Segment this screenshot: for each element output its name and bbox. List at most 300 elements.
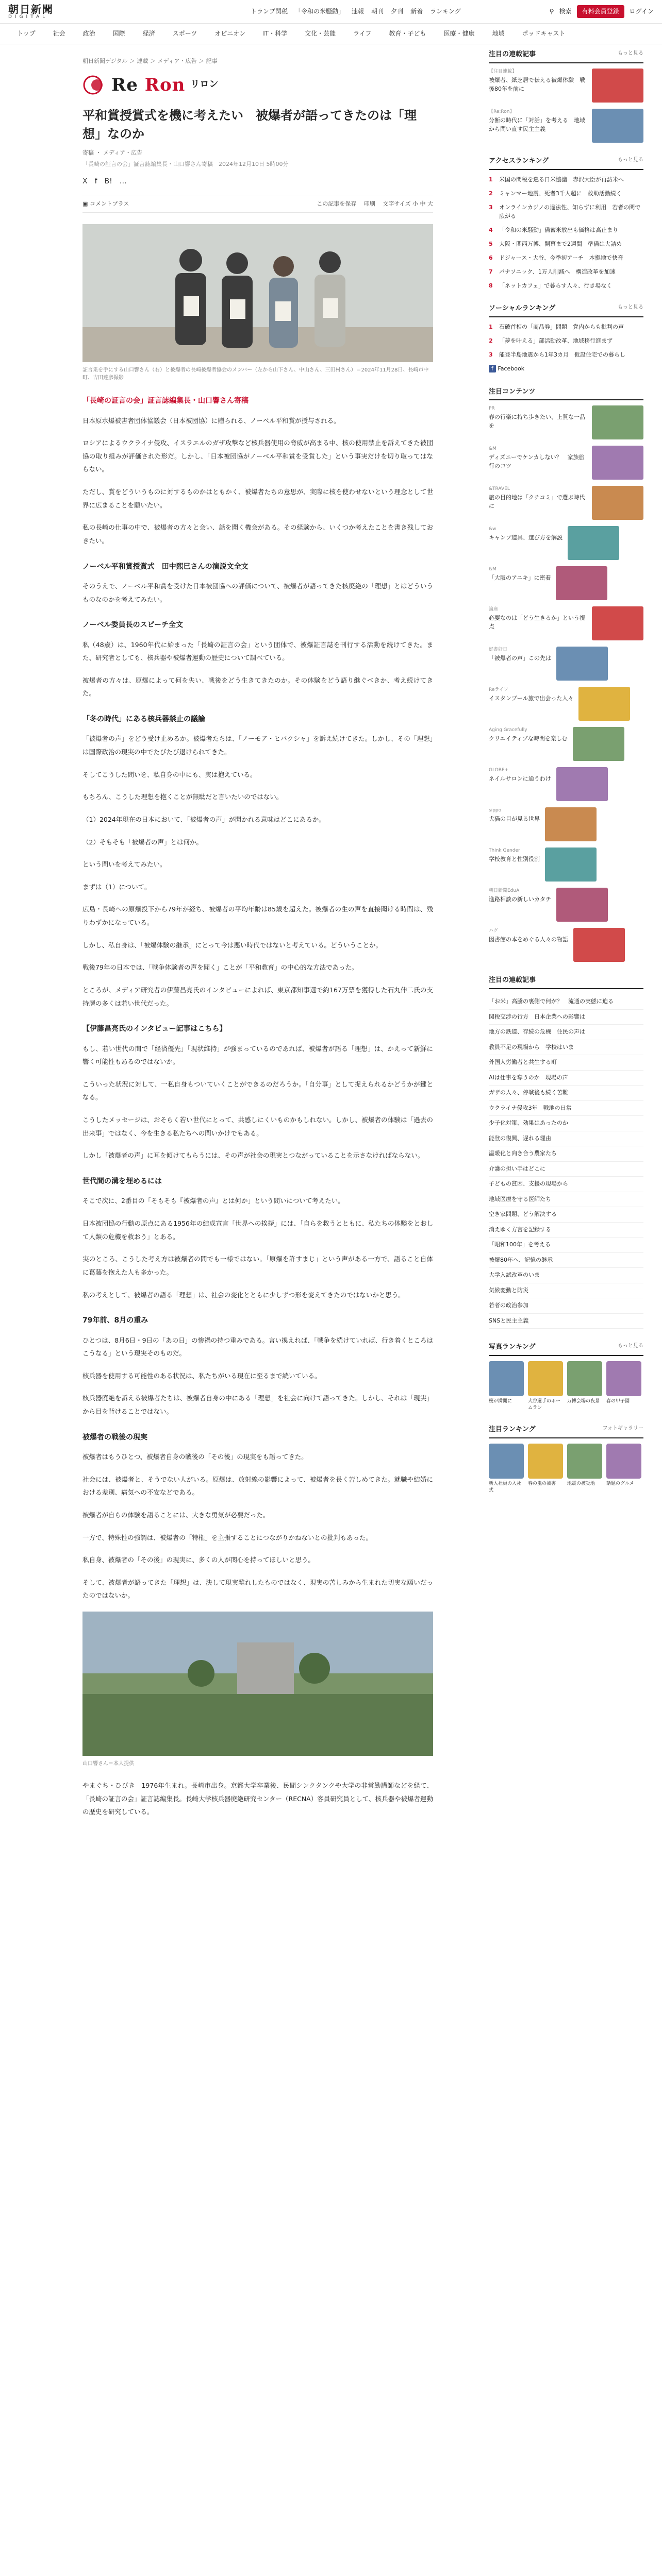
- ranking-item[interactable]: [489, 240, 643, 248]
- content-card-tag: &M: [489, 567, 496, 572]
- ranking-title: アクセスランキング: [489, 157, 549, 165]
- paragraph: （1）2024年現在の日本において、「被爆者の声」が聞かれる意味はどこにあるか。: [82, 815, 325, 823]
- serial-section: [489, 975, 643, 1329]
- serial-list-item[interactable]: 被爆80年へ、記憶の継承: [489, 1253, 643, 1268]
- focus-text: [489, 109, 587, 133]
- share-icon[interactable]: X: [82, 177, 88, 186]
- ranking-text: 「令和の米騒動」備蓄米放出も価格は高止まり: [499, 226, 618, 233]
- article-column: [82, 49, 433, 1828]
- category-nav-item[interactable]: トップ: [17, 29, 36, 37]
- section-heading: 「冬の時代」にある核兵器禁止の議論: [82, 715, 205, 724]
- content-card-thumb: [556, 566, 607, 600]
- focus-more-link[interactable]: もっと見る: [618, 50, 643, 56]
- section-heading: ノーベル委員長のスピーチ全文: [82, 621, 184, 630]
- logo-main-text: 朝日新聞: [8, 3, 54, 15]
- category-nav-item[interactable]: オピニオン: [214, 29, 246, 37]
- content-card-text: [489, 647, 551, 663]
- content-card-tag: Think Gender: [489, 848, 520, 854]
- subscribe-button[interactable]: 有料会員登録: [577, 5, 624, 18]
- top-bar: [0, 0, 662, 24]
- banner-sub: リロン: [190, 79, 219, 90]
- article-toolbar: [82, 195, 433, 213]
- photo-ranking: [489, 1342, 643, 1411]
- article-title: 平和賞授賞式を機に考えたい 被爆者が語ってきたのは「理想」なのか: [82, 108, 417, 141]
- ranking-item[interactable]: [489, 253, 643, 262]
- content-card-title: 図書館の本をめぐる人々の物語: [489, 936, 568, 943]
- paragraph: 日本被団協の行動の原点にある1956年の結成宣言「世界への挨拶」には、「自らを救うとともに、私たちの体験をとおして人類の危機を救おう」とある。: [82, 1219, 433, 1241]
- share-icon[interactable]: B!: [104, 177, 112, 186]
- article-meta: 「長崎の証言の会」証言誌編集長・山口響さん寄稿 2024年12月10日 5時00分: [82, 160, 289, 167]
- serial-list-item[interactable]: 大学入試改革のいま: [489, 1268, 643, 1283]
- content-card[interactable]: [489, 928, 643, 962]
- ranking-item[interactable]: [489, 281, 643, 290]
- top-nav: [251, 7, 461, 16]
- photo-rank-item[interactable]: [567, 1444, 602, 1494]
- ranking-item[interactable]: [489, 203, 643, 221]
- banner-brand: [111, 71, 185, 99]
- content-card[interactable]: [489, 606, 643, 640]
- content-card[interactable]: [489, 405, 643, 439]
- ranking-number: 6: [489, 254, 493, 261]
- focus-section: [489, 49, 643, 143]
- category-nav: [0, 24, 662, 44]
- content-card-title: ネイルサロンに通うわけ: [489, 775, 551, 783]
- category-nav-item[interactable]: 地域: [492, 29, 505, 37]
- focus-text: [489, 69, 587, 93]
- social-header: [489, 303, 643, 317]
- serial-list-item[interactable]: 子どもの貧困、支援の現場から: [489, 1177, 643, 1192]
- serial-list-item[interactable]: 教員不足の現場から 学校はいま: [489, 1040, 643, 1056]
- serial-list-item[interactable]: AIは仕事を奪うのか 現場の声: [489, 1071, 643, 1086]
- serial-list-item[interactable]: ウクライナ侵攻3年 戦地の日常: [489, 1101, 643, 1116]
- content-card[interactable]: [489, 807, 643, 841]
- photo-rank-text: 桜が満開に: [489, 1398, 512, 1404]
- content-title: 注目コンテンツ: [489, 387, 536, 396]
- focus-label: 分断の時代に「対話」を考える 地域から問い直す民主主義: [489, 116, 585, 132]
- section-heading: 79年前、8月の重み: [82, 1316, 148, 1325]
- focus-item[interactable]: [489, 109, 643, 143]
- paragraph: ところが、メディア研究者の伊藤昌亮氏のインタビューによれば、東京都知事選で約167万票を獲得した石丸伸二氏の支持層の多くは若い世代だった。: [82, 986, 433, 1007]
- content-card-tag: GLOBE+: [489, 768, 509, 773]
- ranking-number: 3: [489, 351, 493, 358]
- paragraph: 私自身、被爆者の「その後」の現実に、多くの人が関心を持ってほしいと思う。: [82, 1556, 315, 1564]
- ranking-item[interactable]: [489, 226, 643, 234]
- serial-list-item[interactable]: 温暖化と向き合う農家たち: [489, 1146, 643, 1162]
- serial-list-item[interactable]: 介護の担い手はどこに: [489, 1162, 643, 1177]
- reron-logo-icon: [82, 75, 106, 95]
- ranking-item[interactable]: [489, 189, 643, 198]
- content-card-thumb: [592, 405, 643, 439]
- content-card-text: [489, 848, 540, 863]
- content-card-tag: PR: [489, 406, 495, 412]
- content-card-text: [489, 446, 587, 470]
- content-card-text: [489, 405, 587, 430]
- header-actions: [550, 5, 654, 18]
- focus-item[interactable]: [489, 69, 643, 103]
- photo-rank-thumb: [489, 1361, 524, 1396]
- top-nav-item[interactable]: 夕刊: [391, 7, 404, 15]
- ranking-text: パナソニック、1万人削減へ 構造改革を加速: [499, 268, 616, 275]
- content-card[interactable]: [489, 446, 643, 480]
- paragraph: 被爆者はもうひとつ、被爆者自身の戦後の「その後」の現実をも語ってきた。: [82, 1453, 308, 1461]
- ranking-item[interactable]: [489, 323, 643, 331]
- author-photo: [82, 1612, 433, 1756]
- serial-list-item[interactable]: 少子化対策、効果はあったのか: [489, 1116, 643, 1131]
- content-card-text: [489, 807, 540, 823]
- photo-ranking-row: [489, 1361, 643, 1411]
- paragraph: （2）そもそも「被爆者の声」とは何か。: [82, 838, 203, 846]
- breadcrumb: 朝日新聞デジタル ＞ 連載 ＞ メディア・広告 ＞ 記事: [82, 58, 218, 64]
- ranking-number: 2: [489, 190, 493, 197]
- ranking-text: ミャンマー地震、死者3千人超に 救助活動続く: [499, 190, 622, 197]
- photo-gallery: [489, 1425, 643, 1494]
- paragraph: もちろん、こうした理想を抱くことが無駄だと言いたいのではない。: [82, 793, 283, 801]
- paragraph: 社会には、被爆者と、そうでない人がいる。原爆は、放射線の影響によって、被爆者を長く苦しめてきた。就職や結婚における差別、病気への不安などである。: [82, 1475, 433, 1497]
- content-card[interactable]: [489, 526, 643, 560]
- lead-photo-art: [82, 224, 433, 362]
- content-card-title: 春の行楽に持ち歩きたい、上質な一品を: [489, 414, 585, 430]
- site-logo[interactable]: [8, 4, 65, 20]
- serial-title: 注目の連載記事: [489, 976, 536, 985]
- reron-banner[interactable]: [82, 71, 433, 99]
- paragraph: 一方で、特殊性の強調は、被爆者の「特権」を主張することにつながりかねないとの批判もあった。: [82, 1533, 372, 1541]
- photo-rank-thumb: [489, 1444, 524, 1479]
- content-card-thumb: [578, 687, 630, 721]
- author-photo-art: [82, 1612, 433, 1756]
- content-card-thumb: [556, 767, 608, 801]
- paragraph: 私の長崎の仕事の中で、被爆者の方々と会い、話を聞く機会がある。その経験から、いくつか考えたことを書き残しておきたい。: [82, 523, 433, 545]
- share-icons: [82, 176, 433, 187]
- serial-list: [489, 994, 643, 1329]
- login-link[interactable]: ログイン: [629, 7, 654, 15]
- paragraph: そして、被爆者が語ってきた「理想」は、決して現実離れしたものではなく、現実の苦しみから生まれた切実な願いだったのではないか。: [82, 1578, 433, 1600]
- photo-rank-item[interactable]: [528, 1361, 563, 1411]
- ranking-number: 3: [489, 204, 493, 211]
- section-heading: 【伊藤昌亮氏のインタビュー記事はこちら】: [82, 1025, 227, 1033]
- banner-brand-re: Re: [111, 74, 138, 95]
- author-bio-wrap: [82, 1779, 433, 1819]
- content-card[interactable]: [489, 888, 643, 922]
- top-nav-item[interactable]: 「令和の米騒動」: [295, 7, 345, 15]
- photo-rank-thumb: [528, 1444, 563, 1479]
- content-card[interactable]: [489, 848, 643, 882]
- facebook-label: Facebook: [498, 365, 525, 372]
- paragraph: そしてこうした問いを、私自身の中にも、実は抱えている。: [82, 770, 257, 778]
- content-card-tag: Aging Gracefully: [489, 727, 527, 733]
- content-card-text: [489, 526, 562, 542]
- photo-rank-item[interactable]: [528, 1444, 563, 1494]
- top-nav-item[interactable]: 速報: [352, 7, 365, 15]
- ranking-list: [489, 175, 643, 290]
- photo-caption: 証言集を手にする山口響さん（右）と被爆者の長崎被爆者協会のメンバー（左から山下さん、中山さん、三田村さん）＝2024年11月28日、長崎市中町、吉田達彦撮影: [82, 367, 429, 381]
- ranking-text: 大阪・関西万博、開幕まで2週間 準備は大詰め: [499, 240, 622, 247]
- content-card[interactable]: [489, 486, 643, 520]
- content-section: [489, 387, 643, 962]
- serial-list-item[interactable]: 地域医療を守る医師たち: [489, 1192, 643, 1208]
- photo-rank-text: 新入社員の入社式: [489, 1481, 522, 1493]
- section-heading: ノーベル平和賞授賞式 田中熙巳さんの演説文全文: [82, 562, 249, 571]
- content-card-text: [489, 486, 587, 511]
- photo-rank-item[interactable]: [606, 1444, 641, 1494]
- paragraph: 広島・長崎への原爆投下から79年が経ち、被爆者の平均年齢は85歳を超えた。被爆者の生の声を直接聞ける時間は、残りわずかになっている。: [82, 905, 433, 927]
- content-card-title: 進路相談の新しいカタチ: [489, 896, 551, 903]
- content-card-title: 「大阪のアニキ」に密着: [489, 574, 551, 582]
- article-body: [82, 395, 433, 1602]
- content-card-tag: &TRAVEL: [489, 486, 510, 492]
- facebook-follow[interactable]: [489, 364, 643, 374]
- ranking-text: オンラインカジノの違法性、知らずに利用 若者の間で広がる: [499, 204, 641, 219]
- ranking-number: 8: [489, 282, 493, 289]
- serial-header: [489, 975, 643, 989]
- category-nav-item[interactable]: 政治: [82, 29, 95, 37]
- section-heading: 「長崎の証言の会」証言誌編集長・山口響さん寄稿: [82, 397, 249, 405]
- photo-rank-text: 春の嵐の被害: [528, 1481, 556, 1486]
- content-card-tag: 論座: [489, 607, 499, 613]
- content-card-text: [489, 767, 551, 783]
- content-card-title: 学校教育と性別役割: [489, 856, 540, 863]
- serial-list-item[interactable]: 地方の鉄道、存続の危機 住民の声は: [489, 1025, 643, 1040]
- ranking-number: 1: [489, 176, 493, 183]
- paragraph: こうしたメッセージは、おそらく若い世代にとって、共感しにくいものかもしれない。しかし、被爆者の体験は「過去の出来事」ではなく、今を生きる私たちへの問いかけでもある。: [82, 1116, 433, 1137]
- photo-gallery-row: [489, 1444, 643, 1494]
- ranking-number: 4: [489, 226, 493, 233]
- ranking-item[interactable]: [489, 175, 643, 184]
- content-card-title: 「被爆者の声」この先は: [489, 655, 551, 662]
- serial-list-item[interactable]: 若者の政治参加: [489, 1298, 643, 1314]
- content-card-tag: &M: [489, 446, 496, 452]
- content-card-thumb: [573, 928, 625, 962]
- serial-list-item[interactable]: 能登の復興、遅れる理由: [489, 1131, 643, 1147]
- ranking-header: [489, 156, 643, 170]
- photo-gallery-more[interactable]: フォトギャラリー: [602, 1426, 643, 1432]
- ranking-number: 2: [489, 337, 493, 344]
- photo-rank-item[interactable]: [606, 1361, 641, 1411]
- paragraph: そこで次に、2番目の「そもそも『被爆者の声』とは何か」という問いについて考えたい。: [82, 1197, 344, 1205]
- photo-rank-item[interactable]: [489, 1361, 524, 1411]
- content-card[interactable]: [489, 566, 643, 600]
- focus-tag: 【Re:Ron】: [489, 109, 515, 114]
- content-card-thumb: [556, 647, 608, 681]
- serial-list-item[interactable]: 外国人労働者と共生する町: [489, 1055, 643, 1071]
- category-nav-item[interactable]: ライフ: [353, 29, 372, 37]
- focus-thumb: [592, 69, 643, 103]
- content-card-title: クリエイティブな時間を楽しむ: [489, 735, 568, 742]
- top-nav-item[interactable]: トランプ関税: [251, 7, 288, 15]
- content-card-thumb: [545, 807, 597, 841]
- serial-list-item[interactable]: 「昭和100年」を考える: [489, 1238, 643, 1253]
- ranking-more-link[interactable]: もっと見る: [618, 157, 643, 163]
- content-card-thumb: [592, 446, 643, 480]
- content-card[interactable]: [489, 767, 643, 801]
- content-cards: [489, 405, 643, 962]
- photo-rank-text: 話題のグルメ: [606, 1481, 634, 1486]
- social-title: ソーシャルランキング: [489, 304, 556, 313]
- content-card-text: [489, 606, 587, 631]
- paragraph: 被爆者が自らの体験を語ることには、大きな勇気が必要だった。: [82, 1511, 270, 1519]
- byline: 寄稿 ・ メディア・広告: [82, 149, 143, 156]
- top-nav-item[interactable]: 朝刊: [371, 7, 384, 15]
- paragraph: ただし、賞をどういうものに対するものかはともかく、被爆者たちの意思が、実際に核を使わせないという理念として世界に広まることを願いたい。: [82, 488, 433, 509]
- top-nav-item[interactable]: 新着: [410, 7, 423, 15]
- content-card-tag: 好書好日: [489, 647, 508, 653]
- focus-title: 注目の連載記事: [489, 50, 536, 58]
- content-card-text: [489, 727, 568, 743]
- ranking-number: 5: [489, 240, 493, 247]
- access-ranking: [489, 156, 643, 290]
- paragraph: しかし、私自身は、「被爆体験の継承」にとって今は悪い時代ではないと考えている。どういうことか。: [82, 941, 383, 949]
- ranking-text: 能登半島地震から1年3カ月 仮設住宅での暮らし: [499, 351, 625, 358]
- focus-tag: 【注目連載】: [489, 69, 517, 74]
- category-nav-item[interactable]: 国際: [112, 29, 125, 37]
- social-list: [489, 323, 643, 359]
- photo-rank-item[interactable]: [489, 1444, 524, 1494]
- serial-list-item[interactable]: 関税交渉の行方 日本企業への影響は: [489, 1010, 643, 1025]
- ranking-item[interactable]: [489, 336, 643, 345]
- content-card[interactable]: [489, 647, 643, 681]
- content-card-title: 必要なのは「どう生きるか」という視点: [489, 615, 585, 631]
- content-card-text: [489, 566, 551, 582]
- category-nav-item[interactable]: ポッドキャスト: [522, 29, 566, 37]
- serial-list-item[interactable]: 気候変動と防災: [489, 1283, 643, 1299]
- toolbar-right[interactable]: この記事を保存 印刷 文字サイズ 小 中 大: [317, 200, 433, 207]
- serial-list-item[interactable]: 「お米」高騰の裏側で何が？ 流通の実態に迫る: [489, 994, 643, 1010]
- category-nav-item[interactable]: IT・科学: [263, 29, 288, 37]
- paragraph: 戦後79年の日本では、「戦争体験者の声を聞く」ことが「平和教育」の中心的な方法であった。: [82, 963, 358, 972]
- content-card-title: キャンプ道具、選び方を解説: [489, 534, 562, 541]
- content-card-tag: Reライフ: [489, 687, 508, 693]
- content-card-tag: sippo: [489, 808, 502, 814]
- photo-rank-thumb: [567, 1361, 602, 1396]
- social-more-link[interactable]: もっと見る: [618, 304, 643, 311]
- paragraph: そのうえで、ノーベル平和賞を受けた日本被団協への評価について、被爆者が語ってきた核廃絶の「理想」とはどういうものなのかを考えてみたい。: [82, 582, 433, 603]
- photo-gallery-header: [489, 1425, 643, 1438]
- logo-sub-text: DIGITAL: [8, 14, 48, 20]
- content-card[interactable]: [489, 687, 643, 721]
- paragraph: ロシアによるウクライナ侵攻、イスラエルのガザ攻撃など核兵器使用の脅威が高まる中、核の使用禁止を訴えてきた被団協の取り組みが評価された形だ。しかし、「日本被団協がノーベル平和賞を受賞した」という事実だけを切り取ってはならない。: [82, 439, 433, 473]
- category-nav-item[interactable]: スポーツ: [172, 29, 197, 37]
- paragraph: 核兵器廃絶を訴える被爆者たちは、被爆者自身の中にある「理想」を社会に向けて語ってきた。しかし、それは「現実」から目を背けることではない。: [82, 1394, 433, 1416]
- paragraph: まずは（1）について。: [82, 883, 151, 891]
- paragraph: 私の考えとして、被爆者の語る「理想」は、社会の変化とともに少しずつ形を変えてきたのではないかと思う。: [82, 1291, 405, 1299]
- section-heading: 世代間の溝を埋めるには: [82, 1177, 162, 1185]
- content-card-text: [489, 687, 573, 703]
- paragraph: 日本原水爆被害者団体協議会（日本被団協）に贈られる、ノーベル平和賞が授与される。: [82, 416, 340, 425]
- comment-plus-button[interactable]: ▣ コメントプラス: [82, 200, 129, 207]
- content-card-thumb: [556, 888, 608, 922]
- paragraph: 実のところ、こうした考え方は被爆者の間でも一様ではない。「原爆を許すまじ」という声がある一方で、語ること自体に葛藤を抱えた人も多かった。: [82, 1255, 433, 1276]
- paragraph: 「被爆者の声」をどう受け止めるか。被爆者たちは、「ノーモア・ヒバクシャ」を訴え続けてきた。しかし、その「理想」は国際政治の現実の中でたびたび退けられてきた。: [82, 735, 433, 756]
- focus-thumb: [592, 109, 643, 143]
- comment-plus-label: コメントプラス: [89, 200, 129, 207]
- ranking-text: 「ネットカフェ」で暮らす人々、行き場なく: [499, 282, 613, 289]
- ranking-number: 7: [489, 268, 493, 275]
- content-card-thumb: [592, 606, 643, 640]
- photo-rank-thumb: [606, 1444, 641, 1479]
- photo-ranking-more[interactable]: もっと見る: [618, 1343, 643, 1349]
- search-icon[interactable]: ⚲: [549, 7, 554, 15]
- author-caption: 山口響さん＝本人提供: [82, 1761, 134, 1767]
- search-link[interactable]: 検索: [559, 7, 572, 15]
- social-ranking: [489, 303, 643, 374]
- photo-ranking-title: 写真ランキング: [489, 1343, 536, 1351]
- content-card-tag: 朝日新聞EduA: [489, 888, 520, 894]
- banner-brand-ron: Ron: [144, 74, 186, 95]
- facebook-icon: f: [489, 365, 496, 372]
- author-bio: やまぐち・ひびき 1976年生まれ。長崎市出身。京都大学卒業後、民間シンクタンクや大学の非常勤講師などを経て、「長崎の証言の会」証言誌編集長。長崎大学核兵器廃絶研究センター（RECNA）客員研究員として、核兵器や被爆者運動の歴史を研究している。: [82, 1782, 433, 1816]
- serial-list-item[interactable]: SNSと民主主義: [489, 1314, 643, 1329]
- section-heading: 被爆者の戦後の現実: [82, 1433, 147, 1442]
- focus-list: [489, 69, 643, 143]
- photo-rank-text: 地震の被災地: [567, 1481, 595, 1486]
- photo-ranking-header: [489, 1342, 643, 1356]
- paragraph: ひとつは、8月6日・9日の「あの日」の惨禍の持つ重みである。言い換えれば、「戦争を続けていれば、行き着くところはこうなる」という現実そのものだ。: [82, 1336, 433, 1358]
- sidebar: [489, 49, 643, 1507]
- paragraph: 核兵器を使用する可能性のある状況は、私たちがいる現在に至るまで続いている。: [82, 1371, 321, 1380]
- paragraph: しかし「被爆者の声」に耳を傾けてもらうには、その声が社会の現実とつながっていることを示さなければならない。: [82, 1151, 424, 1160]
- photo-rank-thumb: [567, 1444, 602, 1479]
- ranking-text: 米国の関税を巡る日米協議 赤沢大臣が再訪米へ: [499, 176, 624, 183]
- content-card-tag: &w: [489, 527, 496, 532]
- content-card-thumb: [592, 486, 643, 520]
- content-card-text: [489, 928, 568, 944]
- ranking-number: 1: [489, 323, 493, 330]
- paragraph: という問いを考えてみたい。: [82, 860, 167, 869]
- serial-list-item[interactable]: ガザの人々、停戦後も続く苦難: [489, 1086, 643, 1101]
- category-nav-item[interactable]: 教育・子ども: [389, 29, 426, 37]
- paragraph: こういった状況に対して、一私自身もついていくことができるのだろうか。「自分事」として捉えられるかどうかが鍵となる。: [82, 1080, 433, 1101]
- ranking-item[interactable]: [489, 350, 643, 359]
- content-card-text: [489, 888, 551, 904]
- ranking-text: 石破首相の「商品券」問題 党内からも批判の声: [499, 323, 624, 330]
- photo-rank-text: 万博会場の夜景: [567, 1398, 600, 1404]
- content-card-title: 旅の目的地は「クチコミ」で選ぶ時代に: [489, 494, 585, 510]
- content-card-tag: ハグ: [489, 928, 499, 934]
- serial-list-item[interactable]: 消えゆく方言を記録する: [489, 1223, 643, 1238]
- lead-photo: [82, 224, 433, 362]
- content-card-title: ディズニーでケンカしない？ 家族旅行のコツ: [489, 454, 585, 470]
- ranking-text: 「夢を叶える」部活動改革、地域移行進まず: [499, 337, 613, 344]
- focus-label: 被爆者、紙芝居で伝える被爆体験 戦後80年を前に: [489, 76, 585, 92]
- ranking-item[interactable]: [489, 267, 643, 276]
- serial-list-item[interactable]: 空き家問題、どう解決する: [489, 1207, 643, 1223]
- paragraph: 私（48歳）は、1960年代に始まった「長崎の証言の会」という団体で、被爆証言誌を刊行する活動を続けてきた。また、研究者としても、核兵器や被爆者運動の歴史について調べている。: [82, 640, 433, 662]
- photo-rank-thumb: [606, 1361, 641, 1396]
- content-card[interactable]: [489, 727, 643, 761]
- content-header: [489, 387, 643, 401]
- paragraph: もし、若い世代の間で「経済優先」「現状維持」が強まっているのであれば、被爆者が語る「理想」は、かえって新鮮に響く可能性もあるのではないか。: [82, 1044, 433, 1066]
- content-card-thumb: [573, 727, 624, 761]
- ranking-text: ドジャース・大谷、今季初アーチ 本拠地で快音: [499, 254, 623, 261]
- category-nav-item[interactable]: 社会: [53, 29, 65, 37]
- content-card-title: イスタンブール旅で出会った人々: [489, 695, 574, 702]
- category-nav-item[interactable]: 経済: [142, 29, 155, 37]
- content-card-thumb: [545, 848, 597, 882]
- top-nav-item[interactable]: ランキング: [430, 7, 461, 15]
- share-icon[interactable]: …: [119, 177, 127, 186]
- paragraph: 被爆者の方々は、原爆によって何を失い、戦後をどう生きてきたのか。その体験をどう語り継ぐべきか、考え続けてきた。: [82, 676, 433, 698]
- share-icon[interactable]: f: [94, 177, 97, 186]
- photo-rank-item[interactable]: [567, 1361, 602, 1411]
- photo-rank-thumb: [528, 1361, 563, 1396]
- focus-header: [489, 49, 643, 63]
- category-nav-item[interactable]: 医療・健康: [443, 29, 475, 37]
- photo-gallery-title: 注目ランキング: [489, 1426, 536, 1434]
- photo-rank-text: 大谷選手のホームラン: [528, 1398, 561, 1411]
- content-card-thumb: [568, 526, 619, 560]
- category-nav-item[interactable]: 文化・芸能: [305, 29, 336, 37]
- content-card-title: 犬猫の目が見る世界: [489, 816, 540, 823]
- photo-rank-text: 春の甲子園: [606, 1398, 630, 1404]
